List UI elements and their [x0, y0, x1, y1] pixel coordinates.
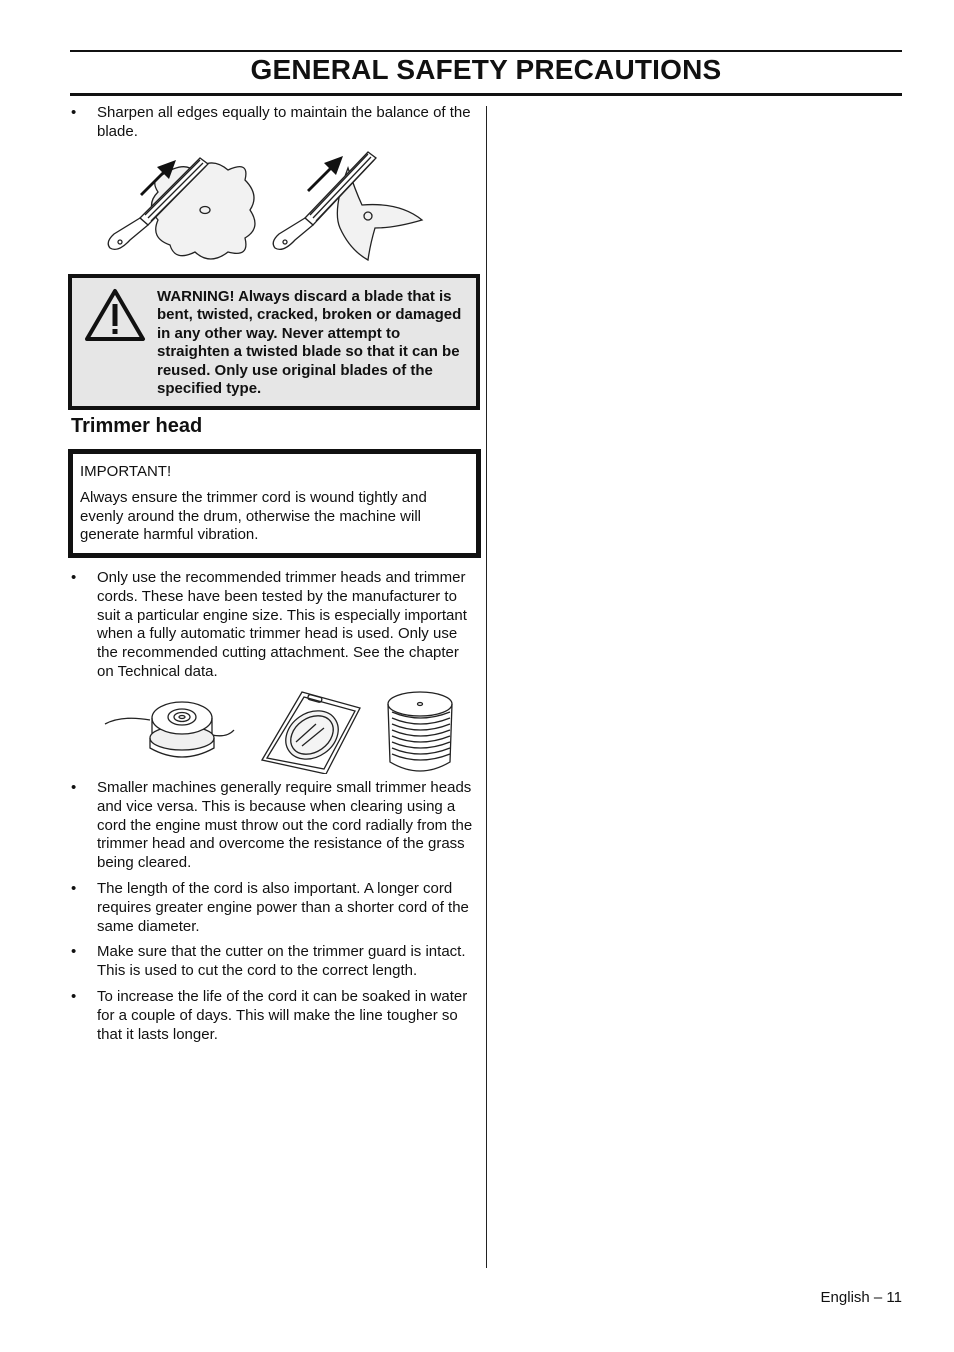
list-item: • The length of the cord is also important. A longer cord requires greater engine power than a shorter cord of the same diameter. [70, 880, 474, 936]
list-item: • Sharpen all edges equally to maintain the balance of the blade. [70, 104, 474, 142]
list-item: • Only use the recommended trimmer heads and trimmer cords. These have been tested by the manufacturer to suit a particular engine size. This is especially important when a fully automatic trimmer head is used. Only use the recommended cutting attachment. See the chapter on Technical data. [70, 569, 474, 682]
warning-text: WARNING! Always discard a blade that is bent, twisted, cracked, broken or damaged in any other way. Never attempt to straighten a twisted blade so that it can be reused. Only use original blades of the specified type. [157, 288, 462, 398]
section-heading: Trimmer head [71, 415, 203, 437]
list-item: • Smaller machines generally require small trimmer heads and vice versa. This is because when clearing using a cord the engine must throw out the cord radially from the trimmer head and overcome the resistance of the grass being cleared. [70, 779, 474, 873]
list-item: • Make sure that the cutter on the trimmer guard is intact. This is used to cut the cord to the correct length. [70, 943, 474, 981]
list-item: • To increase the life of the cord it can be soaked in water for a couple of days. This will make the line tougher so that it lasts longer. [70, 988, 474, 1044]
header-top-rule [70, 50, 902, 52]
column-separator [486, 106, 487, 1268]
top-bullet-list [70, 104, 474, 149]
blade-sharpening-illustration [100, 150, 430, 268]
bottom-bullet-list [70, 779, 474, 1051]
page-title: GENERAL SAFETY PRECAUTIONS [250, 54, 722, 85]
important-text: Always ensure the trimmer cord is wound tightly and evenly around the drum, otherwise the machine will generate harmful vibration. [80, 489, 427, 544]
trimmer-cord-illustration [102, 690, 458, 774]
header-bottom-rule [70, 93, 902, 96]
mid-bullet-list [70, 569, 474, 689]
important-label: IMPORTANT! [80, 463, 172, 480]
warning-triangle-icon [84, 288, 146, 342]
page-footer: English – 11 [820, 1289, 902, 1306]
warning-box [68, 274, 480, 410]
important-box [68, 449, 481, 558]
